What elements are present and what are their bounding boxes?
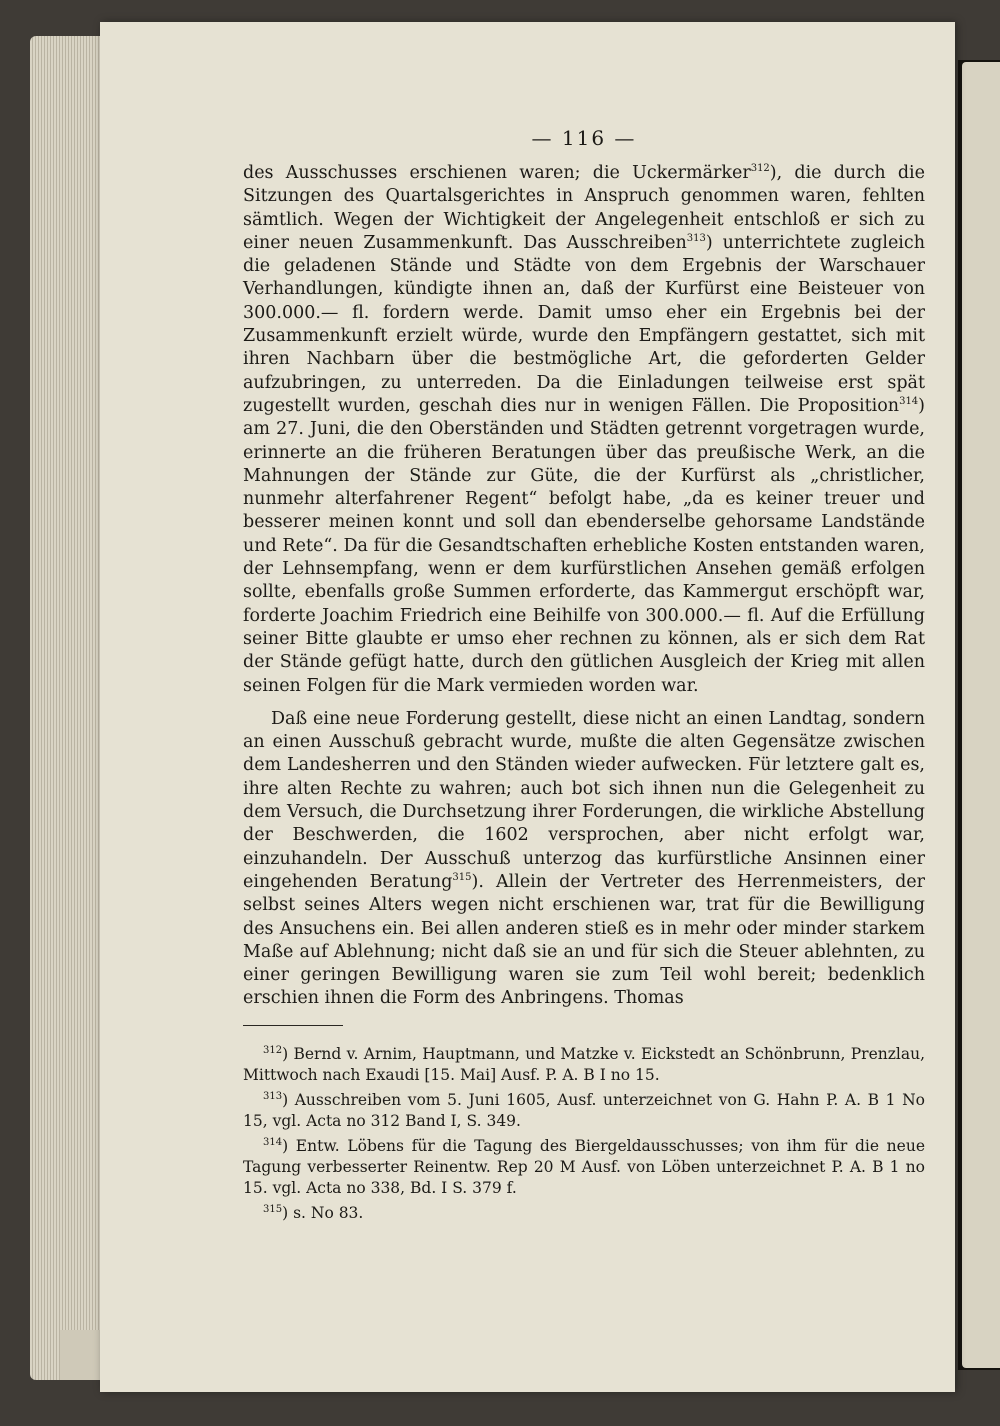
- footnote-mark: 312: [263, 1044, 283, 1056]
- footnote: [243, 1136, 925, 1199]
- footnote-text: ) Ausschreiben vom 5. Juni 1605, Ausf. unterzeichnet von G. Hahn P. A. B 1 No 15, vgl. Acta no 312 Band I, S. 349.: [243, 1090, 925, 1130]
- footnote: [243, 1090, 925, 1132]
- footnote-mark: 315: [263, 1203, 283, 1215]
- footnote-text: ) s. No 83.: [282, 1203, 364, 1222]
- page-number: — 116 —: [531, 126, 637, 150]
- paragraph: [243, 708, 925, 1011]
- footnote-reference: 314: [899, 396, 919, 408]
- paragraph-text: ) am 27. Juni, die den Oberständen und Städten getrennt vorgetragen wurde, erinnerte an die früheren Beratungen über das preußische Werk, an die Mahnungen der Stände zur Güte, die der Kurfürst als „christlicher, nunmehr alterfahrener Regent“ befolgt habe, „da es keiner treuer und besserer meinen konnt und soll dan ebenderselbe gehorsame Landstände und Rete“. Da für die Gesandtschaften erhebliche Kosten entstanden waren, der Lehnsempfang, wenn er dem kurfürstlichen Ansehen gemäß erfolgen sollte, ebenfalls große Summen erforderte, das Kammergut erschöpft war, forderte Joachim Friedrich eine Beihilfe von 300.000.— fl. Auf die Erfüllung seiner Bitte glaubte er umso eher rechnen zu können, als er sich dem Rat der Stände gefügt hatte, durch den gütlichen Ausgleich der Krieg mit allen seinen Folgen für die Mark vermieden worden war.: [243, 395, 925, 696]
- paragraph-text: ). Allein der Vertreter des Herrenmeisters, der selbst seines Alters wegen nicht erschienen war, trat für die Bewilligung des Ansuchens ein. Bei allen anderen stieß es in mehr oder minder starkem Maße auf Ablehnung; nicht daß sie an und für sich die Steuer ablehnten, zu einer geringen Bewilligung waren sie zum Teil wohl bereit; bedenklich erschien ihnen die Form des Anbringens. Thomas: [243, 871, 925, 1009]
- footnote-text: ) Entw. Löbens für die Tagung des Biergeldausschusses; von ihm für die neue Tagung verbesserter Reinentw. Rep 20 M Ausf. von Löben unterzeichnet P. A. B 1 no 15. vgl. Acta no 338, Bd. I S. 379 f.: [243, 1136, 925, 1197]
- paragraph-text: Daß eine neue Forderung gestellt, diese nicht an einen Landtag, sondern an einen Ausschuß gebracht wurde, mußte die alten Gegensätze zwischen dem Landesherren und den Ständen wieder aufwecken. Für letztere galt es, ihre alten Rechte zu wahren; auch bot sich ihnen nun die Gelegenheit zu dem Versuch, die Durchsetzung ihrer Forderungen, die wirkliche Abstellung der Beschwerden, die 1602 versprochen, aber nicht erfolgt war, einzuhandeln. Der Ausschuß unterzog das kurfürstliche Ansinnen einer eingehenden Beratung: [243, 708, 925, 892]
- paragraph-text: ) unterrichtete zugleich die geladenen Stände und Städte von dem Ergebnis der Warschauer Verhandlungen, kündigte ihnen an, daß der Kurfürst eine Beisteuer von 300.000.— fl. fordern werde. Damit umso eher ein Ergebnis bei der Zusammenkunft erzielt würde, wurde den Empfängern gestattet, sich mit ihren Nachbarn über die bestmögliche Art, die geforderten Gelder aufzubringen, zu unterreden. Da die Einladungen teilweise erst spät zugestellt wurden, geschah dies nur in wenigen Fällen. Die Proposition: [243, 232, 925, 416]
- footnote-text: ) Bernd v. Arnim, Hauptmann, und Matzke v. Eickstedt an Schönbrunn, Prenzlau, Mittwoch nach Exaudi [15. Mai] Ausf. P. A. B I no 15.: [243, 1044, 925, 1084]
- paragraph-text: des Ausschusses erschienen waren; die Uckermärker: [243, 163, 751, 183]
- footnotes: [243, 1044, 925, 1224]
- paragraph: [243, 162, 925, 698]
- footnote-reference: 315: [452, 872, 472, 884]
- footnote: [243, 1203, 925, 1224]
- page-content: [243, 126, 925, 1228]
- footnote-mark: 314: [263, 1136, 283, 1148]
- footnote: [243, 1044, 925, 1086]
- footnote-reference: 313: [686, 233, 706, 245]
- paragraph-text: ), die durch die Sitzungen des Quartalsgerichtes in Anspruch genommen waren, fehlten sämtlich. Wegen der Wichtigkeit der Angelegenheit entschloß er sich zu einer neuen Zusammenkunft. Das Ausschreiben: [243, 163, 925, 253]
- footnote-mark: 313: [263, 1090, 283, 1102]
- footnote-reference: 312: [750, 163, 770, 175]
- footnote-divider: [243, 1025, 343, 1026]
- facing-page-edge: [962, 62, 1000, 1368]
